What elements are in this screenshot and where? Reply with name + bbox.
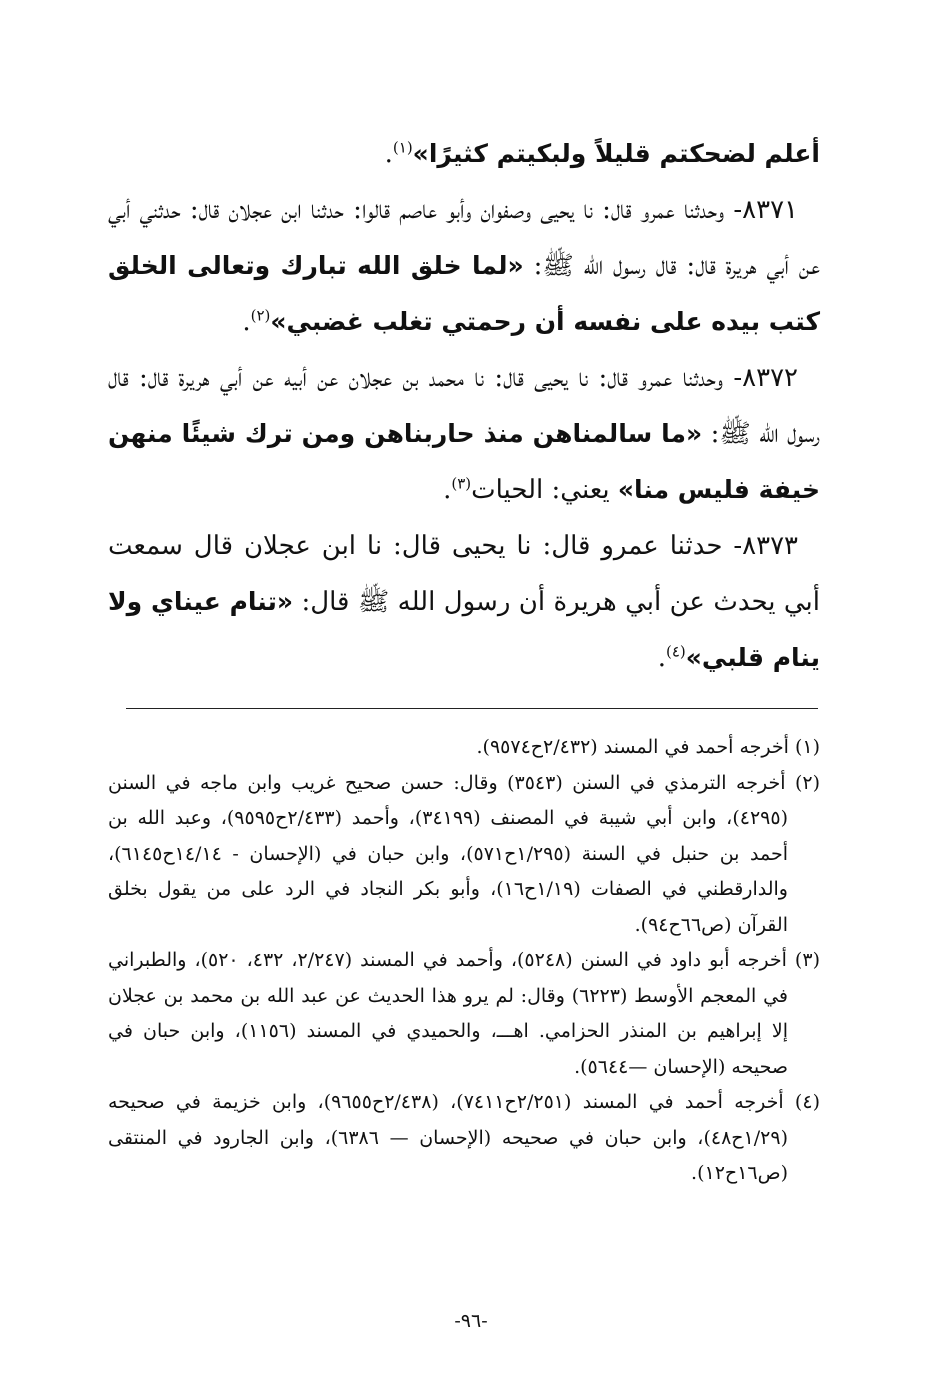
footnote-4: (٤) أخرجه أحمد في المسند (٢/٢٥١ح٧٤١١)، (٢/٤٣٨ح٩٦٥٥)، وابن خزيمة في صحيحه (١/٢٩ح٤٨)، وابن حبان في صحيحه (الإحسان — ٦٣٨٦)، وابن الجارود في المنتقى (ص١٦ح١٢). bbox=[108, 1091, 820, 1184]
hadith-8372 bbox=[108, 350, 820, 518]
footnote-ref[interactable]: (٣) bbox=[451, 474, 472, 493]
hadith-text: «تنام عيناي ولا ينام قلبي» bbox=[108, 587, 820, 672]
main-text-block bbox=[108, 126, 820, 686]
footnote-divider bbox=[126, 708, 818, 709]
sentence-end: . bbox=[384, 139, 393, 169]
footnote-1: (١) أخرجه أحمد في المسند (٢/٤٣٢ح٩٥٧٤). bbox=[476, 736, 820, 758]
sentence-end: . bbox=[657, 643, 666, 673]
footnote-ref[interactable]: (١) bbox=[392, 138, 413, 157]
footnote-2: (٢) أخرجه الترمذي في السنن (٣٥٤٣) وقال: حسن صحيح غريب وابن ماجه في السنن (٤٢٩٥)، وابن أبي شيبة في المصنف (٣٤١٩٩)، وأحمد (٢/٤٣٣ح٩٥٩٥)، وعبد الله بن أحمد بن حنبل في السنة (١/٢٩٥ح٥٧١)، وابن حبان في (الإحسان - ١٤/١٤ح٦١٤٥)، والدارقطني في الصفات (١/١٩ح١٦)، وأبو بكر النجاد في الرد على من يقول بخلق القرآن (ص٦٦ح٩٤). bbox=[108, 771, 820, 936]
hadith-text: «ما سالمناهن منذ حاربناهن ومن ترك شيئًا منهن خيفة فليس منا» bbox=[108, 419, 820, 504]
sentence-end: . bbox=[443, 475, 452, 505]
isnad-text: ٨٣٧٣- حدثنا عمرو قال: نا يحيى قال: نا ابن عجلان قال سمعت أبي يحدث عن أبي هريرة أن رسول الله ﷺ قال: bbox=[108, 531, 821, 617]
explanation-text: يعني: الحيات bbox=[471, 475, 610, 505]
page-number: -٩٦- bbox=[454, 1310, 488, 1332]
footnote-ref[interactable]: (٢) bbox=[250, 306, 271, 325]
hadith-8373 bbox=[108, 518, 820, 686]
hadith-text: «لما خلق الله تبارك وتعالى الخلق كتب بيده على نفسه أن رحمتي تغلب غضبي» bbox=[108, 251, 820, 336]
paragraph-continuation bbox=[108, 126, 820, 182]
footnotes-block bbox=[108, 730, 820, 1192]
hadith-8371 bbox=[108, 182, 820, 350]
hadith-text: أعلم لضحكتم قليلاً ولبكيتم كثيرًا» bbox=[412, 139, 820, 168]
isnad-text: ٨٣٧١- وحدثنا عمرو قال: نا يحيى وصفوان وأبو عاصم قالوا: حدثنا ابن عجلان قال: حدثني أبي عن أبي هريرة قال: قال رسول الله ﷺ: bbox=[108, 195, 821, 281]
sentence-end: . bbox=[242, 307, 251, 337]
isnad-text: ٨٣٧٢- وحدثنا عمرو قال: نا يحيى قال: نا محمد بن عجلان عن أبيه عن أبي هريرة قال: قال رسول الله ﷺ: bbox=[108, 363, 821, 449]
footnote-3: (٣) أخرجه أبو داود في السنن (٥٢٤٨)، وأحمد في المسند (٢/٢٤٧، ٤٣٢، ٥٢٠)، والطبراني في المعجم الأوسط (٦٢٢٣) وقال: لم يرو هذا الحديث عن عبد الله بن محمد بن عجلان إلا إبراهيم بن المنذر الحزامي. اهـــ، والحميدي في المسند (١١٥٦)، وابن حبان في صحيحه (الإحسان —٥٦٤٤). bbox=[108, 949, 820, 1078]
footnote-ref[interactable]: (٤) bbox=[665, 642, 686, 661]
